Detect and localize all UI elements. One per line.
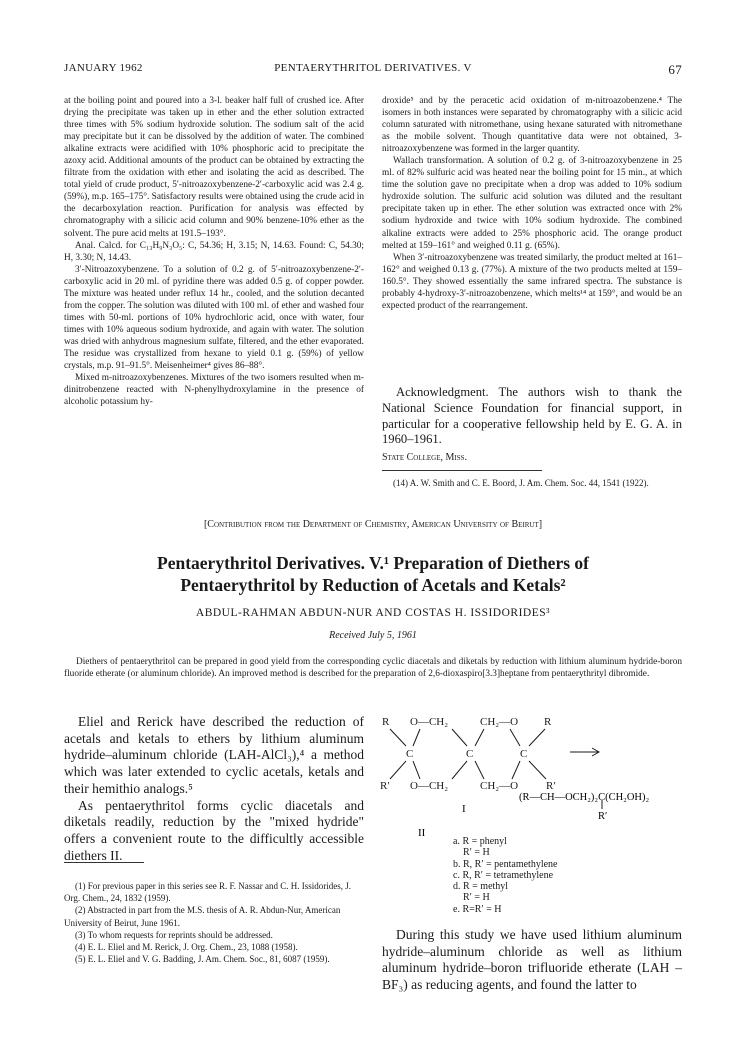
article-title bbox=[64, 552, 682, 596]
contribution-line: [Contribution from the Department of Chemistry, American University of Beirut] bbox=[203, 519, 543, 530]
affiliation: State College, Miss. bbox=[382, 452, 468, 463]
abstract bbox=[64, 657, 682, 681]
atom-label: O—CH₂ bbox=[410, 780, 449, 792]
atom-label: C bbox=[520, 748, 528, 760]
paragraph: Anal. Calcd. for C₁₃H₉N₃O₅: C, 54.36; H, 3.15; N, 14.63. Found: C, 54.30; H, 3.30; N, 14.43. bbox=[64, 240, 364, 263]
atom-label: R bbox=[544, 716, 552, 728]
compound-entry: c. R, R′ = tetramethylene bbox=[453, 869, 554, 881]
right-column bbox=[382, 95, 682, 312]
structure-label-II: II bbox=[418, 827, 426, 839]
compound-entry: e. R=R′ = H bbox=[453, 903, 502, 915]
footnote: (1) For previous paper in this series see R. F. Nassar and C. H. Issidorides, J. Org. Chem., 24, 1832 (1959). bbox=[64, 881, 351, 904]
compound-entry: b. R, R′ = pentamethylene bbox=[453, 858, 558, 870]
paragraph: at the boiling point and poured into a 3-l. beaker half full of crushed ice. After drying the precipitate was taken up in ether and the ether solution extracted three times with 5% sodium hydroxide solution. The sodium salt of the acid may precipitate but it can be dissolved by the addition of water. The combined alkaline extracts were acidified with 10% phosphoric acid to precipitate the azoxy acid. Additional amounts of the product can be obtained by extracting the filtrate from the oxidation with ether and isolating the acid as described. The total yield of crude product, 5′-nitroazoxybenzene-2′-carboxylic acid was 2.4 g. (59%), m.p. 165–175°. Satisfactory results were obtained using the crude acid in the decarboxylation reaction. Purification for analysis was effected by chromatography with a silicic acid column and 90% benzene-10% ether as the solvent. The pure acid melts at 191.5–193°. bbox=[64, 96, 364, 239]
compound-entry: a. R = phenyl bbox=[453, 836, 507, 847]
left-column bbox=[64, 95, 364, 408]
atom-label: C bbox=[466, 748, 474, 760]
atom-label: R bbox=[382, 716, 390, 728]
atom-label: R′ bbox=[546, 780, 556, 792]
paragraph: When 3′-nitroazoxybenzene was treated similarly, the product melted at 161–162° and weighed 0.13 g. (77%). A mixture of the two products melted at 159–160.5°. They showed essentially the same infrared spectra. The substance is probably 4-hydroxy-3′-nitroazobenzene, which melts¹⁴ at 159°, and would be an expected product of the rearrangement. bbox=[382, 252, 682, 311]
footnote: (2) Abstracted in part from the M.S. thesis of A. R. Abdun-Nur, American University of Beirut, June 1961. bbox=[64, 905, 341, 928]
atom-label: CH₂—O bbox=[480, 716, 519, 728]
chemical-scheme-structure-I bbox=[380, 712, 685, 842]
divider bbox=[382, 470, 542, 471]
product-substituent: R′ bbox=[598, 811, 608, 822]
title-line: Pentaerythritol Derivatives. V.¹ Preparation of Diethers of bbox=[157, 553, 589, 573]
received-date: Received July 5, 1961 bbox=[329, 630, 417, 641]
paragraph: Eliel and Rerick have described the reduction of acetals and ketals to ethers by lithium aluminum hydride–aluminum chloride (LAH-AlCl₃),⁴ a method which was later extended to cyclic acetals, ketals and their hemithio analogs.⁵ bbox=[64, 714, 364, 796]
introduction bbox=[64, 714, 364, 864]
structure-label-I: I bbox=[462, 803, 466, 815]
footnotes bbox=[64, 880, 364, 965]
authors: ABDUL-RAHMAN ABDUN-NUR AND COSTAS H. ISSIDORIDES³ bbox=[195, 607, 551, 619]
reference-14 bbox=[382, 478, 682, 489]
compound-entry: R′ = H bbox=[453, 847, 490, 859]
paragraph: As pentaerythritol forms cyclic diacetals and diketals readily, reduction by the "mixed hydride" offers a convenient route to the difficultly accessible diethers II. bbox=[64, 797, 364, 863]
atom-label: R′ bbox=[380, 780, 390, 792]
running-header bbox=[64, 62, 682, 80]
paragraph: droxide⁵ and by the peracetic acid oxidation of m-nitroazobenzene.⁴ The isomers in both instances were separated by chromatography with a silicic acid column saturated with nitromethane, using hexane saturated with nitromethane as the mobile solvent. Though quantitative data were not obtained, 3-nitroazoxybenzene was formed in the larger quantity. bbox=[382, 96, 682, 155]
paragraph: During this study we have used lithium aluminum hydride–aluminum chloride as well as lithium aluminum hydride–boron trifluoride etherate (LAH –BF₃) as reducing agents, and found the latter to bbox=[382, 927, 682, 993]
product-formula: (R—CH—OCH₂)₂C(CH₂OH)₂ bbox=[519, 792, 650, 803]
page-number: 67 bbox=[668, 62, 682, 77]
atom-label: C bbox=[406, 748, 414, 760]
paragraph: Wallach transformation. A solution of 0.2 g. of 3-nitroazoxybenzene in 25 ml. of 82% sulfuric acid was heated near the boiling point for 15 min., at which time the solution gave no precipitate when a drop was added to 10% sodium hydroxide solution. The sulfuric acid solution was diluted and the resultant precipitate taken up in ether. The ether solution was extracted once with 2% sodium hydroxide and twice with 10% sodium hydroxide. The combined alkaline extracts were added to 25% phosphoric acid. The orange product melted at 159–161° and weighed 0.11 g. (65%). bbox=[382, 156, 682, 251]
continuation-paragraph bbox=[382, 927, 682, 994]
acknowledgment-text: Acknowledgment. The authors wish to thank the National Science Foundation for financial support, in particular for a cooperative fellowship held by E. G. A. in 1960–1961. bbox=[382, 385, 682, 447]
paragraph: 3′-Nitroazoxybenzene. To a solution of 0.2 g. of 5′-nitroazoxybenzene-2′-carboxylic acid in 20 ml. of pyridine there was added 0.5 g. of copper powder. The mixture was heated under reflux 14 hr., cooled, and the solution decanted from the copper. The solution was diluted with 100 ml. of ether and washed four times with 50-ml. portions of 10% hydrochloric acid, once with water, four times with 10% aqueous sodium hydroxide, and again with water. The solution was dried with anhydrous magnesium sulfate, filtered, and the ether evaporated. The residue was crystallized from hexane to yield 0.1 g. (59%) of yellow crystals, m.p. 91–91.5°. Meisenheimer⁴ gives 86–88°. bbox=[64, 264, 364, 372]
header-title: PENTAERYTHRITOL DERIVATIVES. V bbox=[274, 62, 472, 74]
compound-list bbox=[453, 836, 683, 915]
footnote: (3) To whom requests for reprints should be addressed. bbox=[75, 929, 273, 940]
footnote: (5) E. L. Eliel and V. G. Badding, J. Am. Chem. Soc., 81, 6087 (1959). bbox=[75, 954, 330, 965]
atom-label: CH₂—O bbox=[480, 780, 519, 792]
compound-entry: d. R = methyl bbox=[453, 881, 509, 893]
paragraph: Mixed m-nitroazoxybenzenes. Mixtures of the two isomers resulted when m-dinitrobenzene reacted with N-phenylhydroxylamine in the presence of alcoholic potassium hy- bbox=[64, 373, 364, 408]
compound-entry: R′ = H bbox=[453, 892, 490, 904]
title-line: Pentaerythritol by Reduction of Acetals and Ketals² bbox=[180, 575, 566, 595]
header-date: JANUARY 1962 bbox=[64, 62, 143, 74]
atom-label: O—CH₂ bbox=[410, 716, 449, 728]
acknowledgment bbox=[382, 385, 682, 448]
reference-text: (14) A. W. Smith and C. E. Boord, J. Am. Chem. Soc. 44, 1541 (1922). bbox=[393, 478, 649, 488]
footnote: (4) E. L. Eliel and M. Rerick, J. Org. Chem., 23, 1088 (1958). bbox=[75, 942, 298, 953]
footnote-divider bbox=[64, 862, 144, 863]
abstract-text: Diethers of pentaerythritol can be prepared in good yield from the corresponding cyclic diacetals and diketals by reduction with lithium aluminum hydride-boron fluoride etherate (or aluminum chloride). An improved method is described for the preparation of 2,6-dioxaspiro[3.3]heptane from pentaerythrityl dibromide. bbox=[64, 657, 682, 679]
